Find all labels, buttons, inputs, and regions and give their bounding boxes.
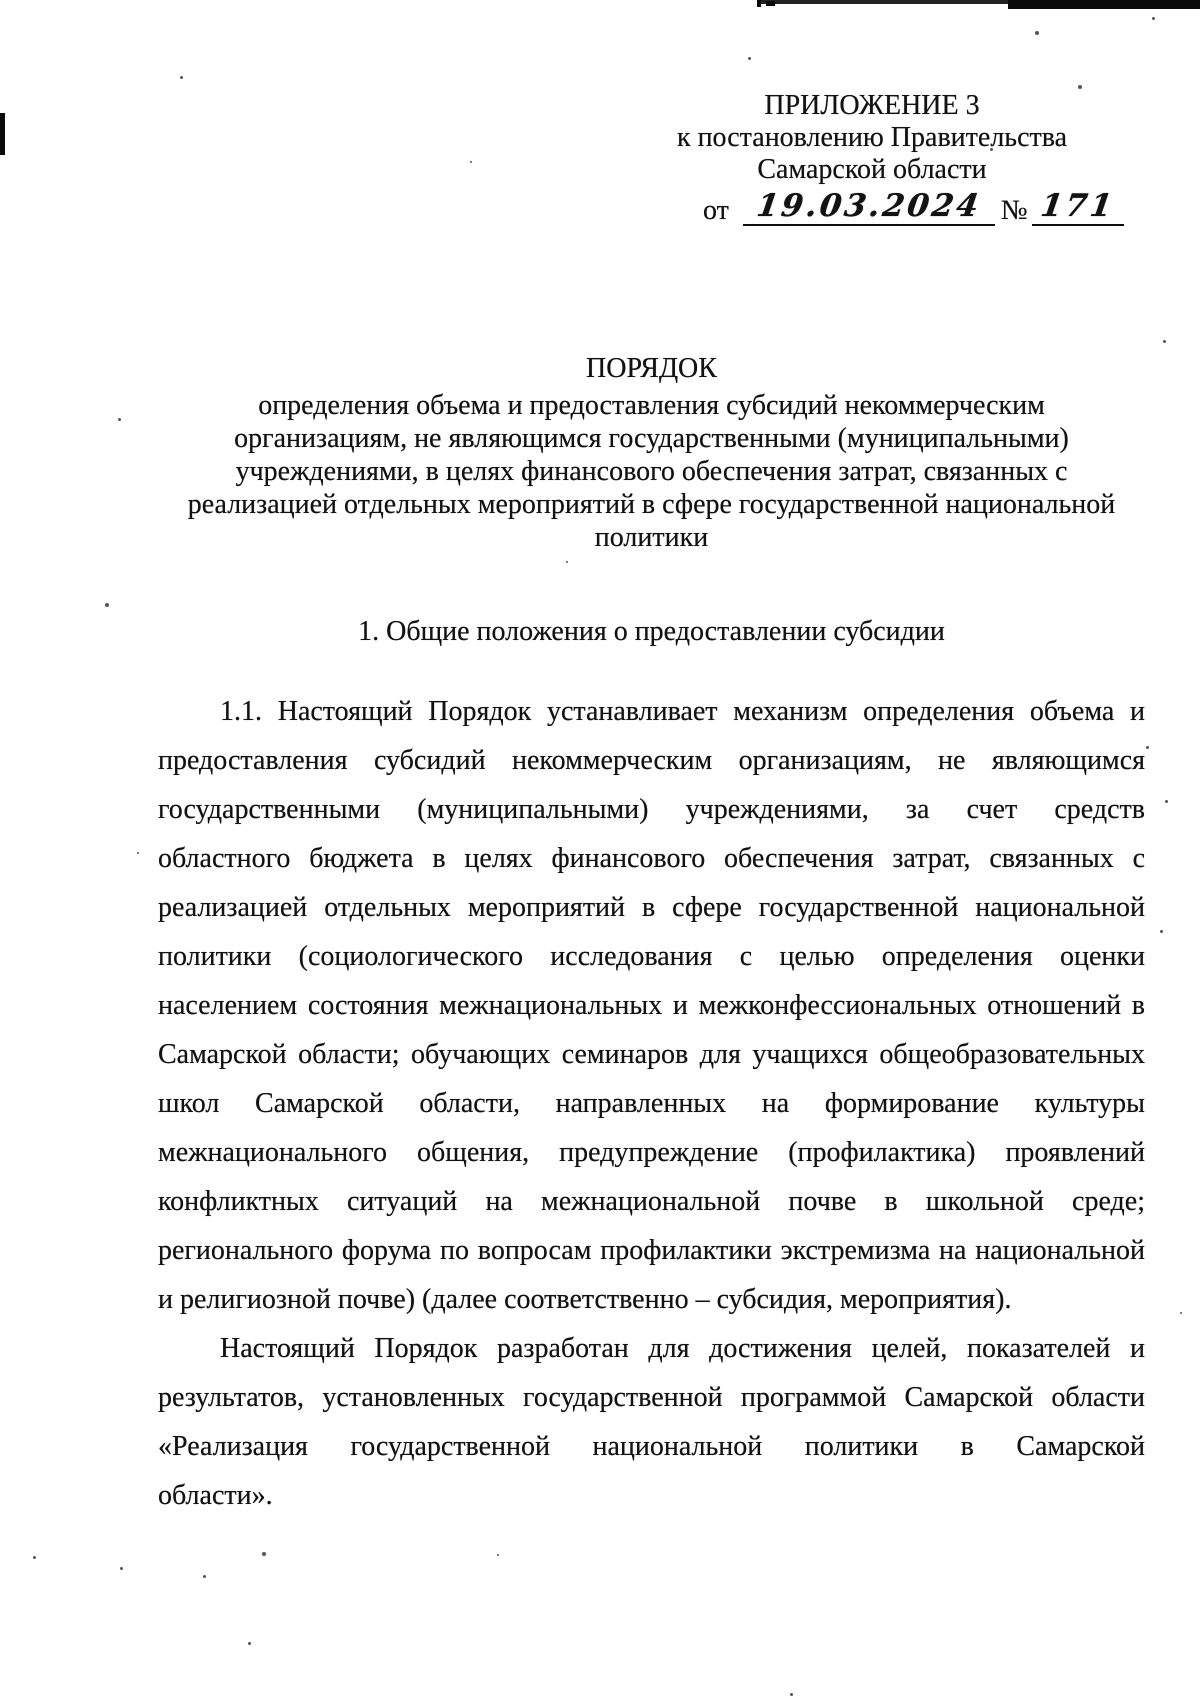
paragraph-line: «Реализация государственной национальной политики в Самарской (158, 1431, 1145, 1462)
scan-speckle (105, 603, 109, 607)
scan-speckle (748, 57, 751, 60)
scan-speckle (118, 418, 121, 421)
scan-speckle (1163, 340, 1166, 343)
date-number-row (703, 190, 1124, 226)
paragraph-line: школ Самарской области, направленных на формирование культуры (158, 1088, 1145, 1119)
paragraph-line: области». (158, 1480, 273, 1511)
scan-speckle (1180, 1312, 1182, 1314)
scan-speckle (1160, 930, 1163, 933)
scan-artifact-top-thick-bar (1008, 0, 1200, 9)
scan-speckle (470, 161, 472, 163)
paragraph-line: Самарской области; обучающих семинаров для учащихся общеобразовательных (158, 1039, 1145, 1070)
document-subtitle-line: учреждениями, в целях финансового обеспечения затрат, связанных с (235, 456, 1068, 487)
appendix-label: ПРИЛОЖЕНИЕ 3 (764, 90, 980, 121)
paragraph-line: политики (социологического исследования с целью определения оценки (158, 941, 1145, 972)
scan-speckle (1165, 800, 1168, 803)
document-subtitle-line: политики (594, 522, 709, 553)
paragraph-line: реализацией отдельных мероприятий в сфере государственной национальной (158, 892, 1145, 923)
section-1-heading: 1. Общие положения о предоставлении субсидии (358, 616, 945, 647)
document-subtitle-line: определения объема и предоставления субсидий некоммерческим (258, 390, 1045, 421)
scan-speckle (497, 1554, 499, 1556)
scan-speckle (1146, 746, 1149, 749)
number-sign-label: № (1000, 195, 1028, 226)
scan-speckle (262, 1552, 266, 1556)
scan-speckle (1152, 17, 1155, 20)
region-line: Самарской области (757, 154, 987, 185)
scan-speckle (120, 1567, 123, 1570)
paragraph-line: предоставления субсидий некоммерческим организациям, не являющимся (158, 745, 1145, 776)
paragraph-line: регионального форума по вопросам профилактики экстремизма на национальной (158, 1235, 1145, 1266)
paragraph-line: Настоящий Порядок разработан для достижения целей, показателей и (220, 1333, 1145, 1364)
scan-artifact-tick (766, 1, 775, 6)
scan-artifact-tick (757, 0, 761, 7)
scan-artifact-left-edge-mark (0, 113, 5, 155)
paragraph-line: населением состояния межнациональных и межконфессиональных отношений в (158, 990, 1145, 1021)
document-title: ПОРЯДОК (586, 353, 717, 384)
date-handwritten-value: 19.03.2024 (754, 188, 984, 224)
scan-speckle (137, 852, 139, 854)
date-blank-underline (743, 190, 995, 226)
number-handwritten-value: 171 (1038, 188, 1117, 224)
number-blank-underline (1032, 190, 1124, 226)
scan-speckle (1035, 31, 1039, 35)
paragraph-line: межнационального общения, предупреждение (профилактика) проявлений (158, 1137, 1145, 1168)
scan-speckle (1078, 85, 1082, 89)
scan-speckle (790, 1693, 793, 1696)
resolution-line: к постановлению Правительства (676, 122, 1068, 153)
paragraph-line: областного бюджета в целях финансового обеспечения затрат, связанных с (158, 843, 1145, 874)
scan-speckle (33, 1556, 36, 1559)
scan-speckle (566, 561, 568, 563)
paragraph-line: результатов, установленных государственной программой Самарской области (158, 1382, 1145, 1413)
paragraph-line: государственными (муниципальными) учреждениями, за счет средств (158, 794, 1145, 825)
scan-speckle (248, 1642, 251, 1645)
scan-speckle (203, 1575, 206, 1578)
document-subtitle-line: реализацией отдельных мероприятий в сфере государственной национальной (187, 489, 1116, 520)
paragraph-line: и религиозной почве) (далее соответственно – субсидия, мероприятия). (158, 1284, 1012, 1315)
document-subtitle-line: организациям, не являющимся государственными (муниципальными) (234, 423, 1069, 454)
document-title-block (158, 352, 1145, 554)
body-text (158, 687, 1145, 1520)
paragraph-line: 1.1. Настоящий Порядок устанавливает механизм определения объема и (220, 696, 1145, 727)
appendix-header (622, 90, 1122, 186)
date-prefix-label: от (703, 195, 729, 226)
scan-speckle (180, 76, 183, 79)
paragraph-line: конфликтных ситуаций на межнациональной почве в школьной среде; (158, 1186, 1145, 1217)
